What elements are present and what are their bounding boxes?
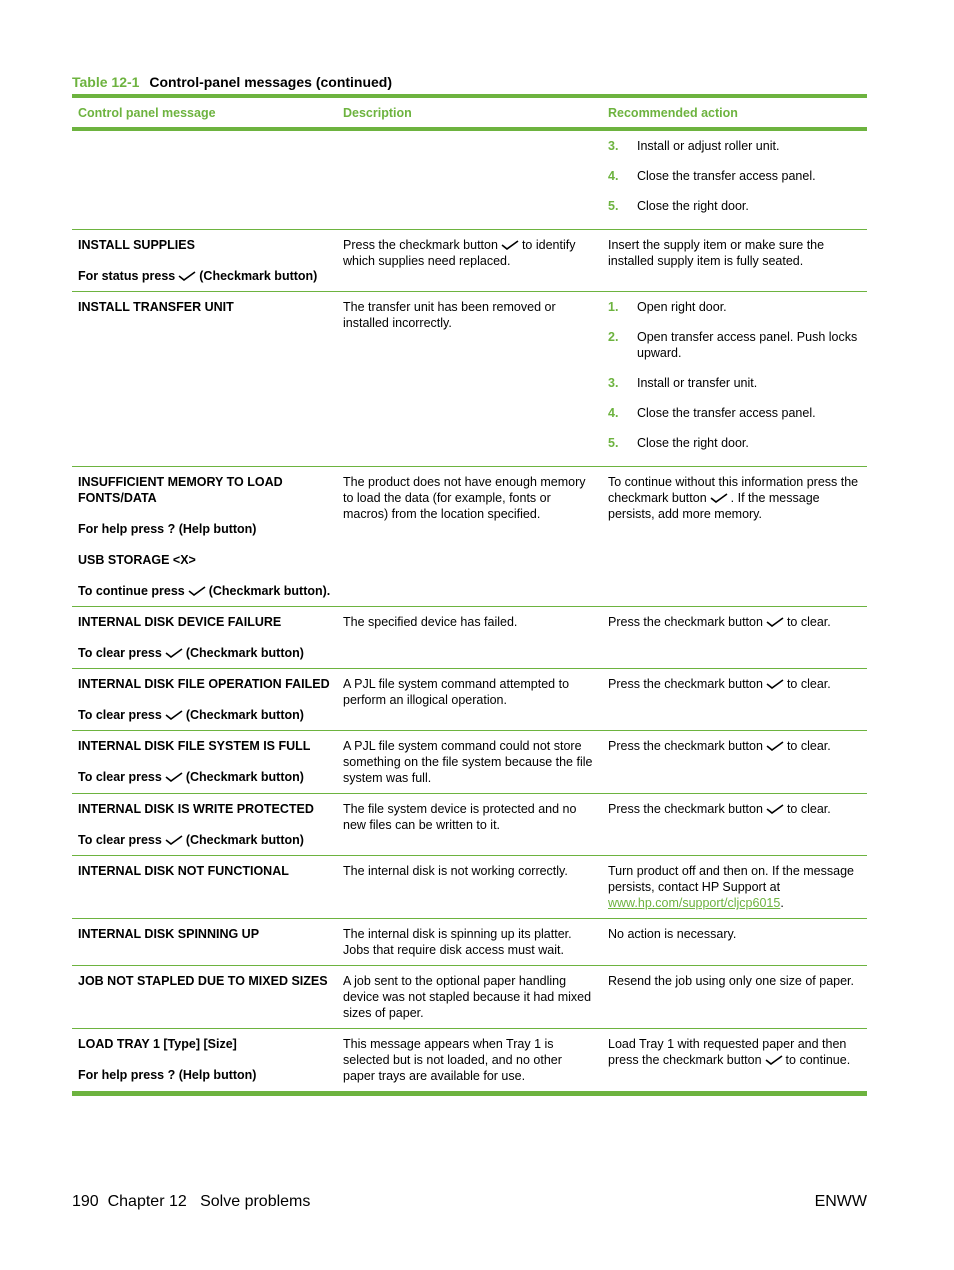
step-text: Open right door. xyxy=(637,300,727,314)
description-text: The transfer unit has been removed or installed incorrectly. xyxy=(343,300,556,330)
action-cell xyxy=(602,1029,867,1094)
action-step xyxy=(608,405,861,421)
table-title: Control-panel messages (continued) xyxy=(149,74,393,90)
step-text: Install or transfer unit. xyxy=(637,376,758,390)
description-cell xyxy=(337,966,602,1029)
action-text: To continue without this information press the checkmark button xyxy=(608,475,859,505)
message-line xyxy=(78,832,331,848)
action-steps-list xyxy=(608,299,861,451)
checkmark-icon xyxy=(165,648,183,658)
description-text: Press the checkmark button xyxy=(343,238,498,252)
message-cell xyxy=(72,794,337,856)
description-text: A PJL file system command attempted to perform an illogical operation. xyxy=(343,677,570,707)
message-line xyxy=(78,268,331,284)
action-text-block xyxy=(608,738,861,754)
action-text-block xyxy=(608,863,861,911)
message-line xyxy=(78,707,331,723)
checkmark-icon xyxy=(766,679,784,689)
action-text: Press the checkmark button xyxy=(608,739,763,753)
description-text-block xyxy=(343,801,596,833)
action-cell xyxy=(602,467,867,607)
description-text-block xyxy=(343,676,596,708)
message-text: INTERNAL DISK DEVICE FAILURE xyxy=(78,615,282,629)
message-line xyxy=(78,801,331,817)
action-step xyxy=(608,435,861,451)
description-cell xyxy=(337,856,602,919)
step-number: 5. xyxy=(608,199,619,213)
message-text-after: (Checkmark button) xyxy=(185,708,304,722)
action-text-after: to clear. xyxy=(786,739,831,753)
table-row xyxy=(72,669,867,731)
step-text: Close the transfer access panel. xyxy=(637,406,816,420)
checkmark-icon xyxy=(710,493,728,503)
message-text: INSUFFICIENT MEMORY TO LOAD FONTS/DATA xyxy=(78,475,283,505)
description-cell xyxy=(337,467,602,607)
action-text: Turn product off and then on. If the message persists, contact HP Support at xyxy=(608,864,854,894)
action-cell xyxy=(602,607,867,669)
checkmark-icon xyxy=(178,271,196,281)
message-cell xyxy=(72,966,337,1029)
table-row xyxy=(72,731,867,794)
message-text: To continue press xyxy=(78,584,185,598)
control-panel-messages-table xyxy=(72,94,867,1096)
step-text: Close the right door. xyxy=(637,436,749,450)
message-text: To clear press xyxy=(78,646,162,660)
message-text: LOAD TRAY 1 [Type] [Size] xyxy=(78,1037,237,1051)
action-cell xyxy=(602,966,867,1029)
table-row xyxy=(72,856,867,919)
description-text-block xyxy=(343,299,596,331)
step-number: 3. xyxy=(608,139,619,153)
hp-support-link[interactable]: www.hp.com/support/cljcp6015 xyxy=(608,896,781,910)
description-cell xyxy=(337,607,602,669)
description-text-block xyxy=(343,614,596,630)
footer-left xyxy=(72,1193,310,1211)
action-text-block xyxy=(608,926,861,942)
description-cell xyxy=(337,794,602,856)
message-line xyxy=(78,738,331,754)
message-text: INTERNAL DISK FILE OPERATION FAILED xyxy=(78,677,330,691)
page-number: 190 xyxy=(72,1193,99,1210)
chapter-label: Chapter 12 xyxy=(107,1193,187,1210)
message-text: USB STORAGE <X> xyxy=(78,553,196,567)
step-number: 4. xyxy=(608,169,619,183)
table-caption xyxy=(72,74,392,90)
table-row xyxy=(72,129,867,230)
step-text: Close the transfer access panel. xyxy=(637,169,816,183)
checkmark-icon xyxy=(766,741,784,751)
message-text: INTERNAL DISK FILE SYSTEM IS FULL xyxy=(78,739,311,753)
checkmark-icon xyxy=(188,586,206,596)
action-text-block xyxy=(608,1036,861,1068)
step-number: 2. xyxy=(608,330,619,344)
action-cell xyxy=(602,794,867,856)
message-line xyxy=(78,863,331,879)
message-text-after: (Checkmark button) xyxy=(185,646,304,660)
checkmark-icon xyxy=(766,804,784,814)
action-step xyxy=(608,198,861,214)
step-text: Open transfer access panel. Push locks upward. xyxy=(637,330,858,360)
message-cell xyxy=(72,669,337,731)
description-text-block xyxy=(343,1036,596,1084)
action-text: Insert the supply item or make sure the installed supply item is fully seated. xyxy=(608,238,825,268)
action-step xyxy=(608,168,861,184)
action-text: Press the checkmark button xyxy=(608,677,763,691)
description-cell xyxy=(337,129,602,230)
message-text: For help press ? (Help button) xyxy=(78,1068,257,1082)
section-label: Solve problems xyxy=(200,1193,311,1210)
checkmark-icon xyxy=(501,240,519,250)
description-text: A PJL file system command could not store something on the file system because the file system was full. xyxy=(343,739,593,785)
action-text: No action is necessary. xyxy=(608,927,737,941)
action-text-block xyxy=(608,973,861,989)
message-line xyxy=(78,676,331,692)
action-text-after: . xyxy=(780,896,784,910)
message-cell xyxy=(72,292,337,467)
table-row xyxy=(72,292,867,467)
action-steps-list xyxy=(608,138,861,214)
description-text: A job sent to the optional paper handling device was not stapled because it had mixed sizes of paper. xyxy=(343,974,592,1020)
message-text: For help press ? (Help button) xyxy=(78,522,257,536)
description-text: The file system device is protected and no new files can be written to it. xyxy=(343,802,577,832)
description-cell xyxy=(337,292,602,467)
table-row xyxy=(72,919,867,966)
message-line xyxy=(78,474,331,506)
action-text-block xyxy=(608,676,861,692)
message-cell xyxy=(72,230,337,292)
action-text-block xyxy=(608,474,861,522)
action-cell xyxy=(602,292,867,467)
message-text-after: (Checkmark button) xyxy=(185,833,304,847)
message-text-after: (Checkmark button). xyxy=(208,584,331,598)
checkmark-icon xyxy=(165,835,183,845)
message-line xyxy=(78,237,331,253)
action-step xyxy=(608,299,861,315)
message-line xyxy=(78,1067,331,1083)
action-text-after: to continue. xyxy=(785,1053,851,1067)
message-cell xyxy=(72,731,337,794)
action-text-after: . If the message persists, add more memory. xyxy=(608,491,820,521)
checkmark-icon xyxy=(766,617,784,627)
description-text-block xyxy=(343,926,596,958)
action-cell xyxy=(602,669,867,731)
header-control-panel-message: Control panel message xyxy=(78,106,216,120)
table-row xyxy=(72,794,867,856)
message-line xyxy=(78,521,331,537)
description-cell xyxy=(337,919,602,966)
action-text: Press the checkmark button xyxy=(608,802,763,816)
message-text: For status press xyxy=(78,269,176,283)
message-line xyxy=(78,583,331,599)
description-text-block xyxy=(343,474,596,522)
checkmark-icon xyxy=(165,710,183,720)
action-text-after: to clear. xyxy=(786,615,831,629)
table-row xyxy=(72,1029,867,1094)
message-line xyxy=(78,614,331,630)
action-text-block xyxy=(608,801,861,817)
table-row xyxy=(72,467,867,607)
description-text-block xyxy=(343,738,596,786)
description-cell xyxy=(337,731,602,794)
message-cell xyxy=(72,129,337,230)
step-number: 3. xyxy=(608,376,619,390)
description-text: The product does not have enough memory to load the data (for example, fonts or macros) from the location specified. xyxy=(343,475,586,521)
description-cell xyxy=(337,669,602,731)
message-text: INSTALL TRANSFER UNIT xyxy=(78,300,234,314)
description-cell xyxy=(337,1029,602,1094)
action-step xyxy=(608,138,861,154)
description-text: The internal disk is not working correctly. xyxy=(343,864,568,878)
action-text: Load Tray 1 with requested paper and then press the checkmark button xyxy=(608,1037,847,1067)
message-line xyxy=(78,299,331,315)
action-text-after: to clear. xyxy=(786,802,831,816)
message-cell xyxy=(72,856,337,919)
message-line xyxy=(78,645,331,661)
checkmark-icon xyxy=(765,1055,783,1065)
message-cell xyxy=(72,467,337,607)
message-text: To clear press xyxy=(78,770,162,784)
action-text: Press the checkmark button xyxy=(608,615,763,629)
table-number: Table 12-1 xyxy=(72,74,140,90)
checkmark-icon xyxy=(165,772,183,782)
message-cell xyxy=(72,607,337,669)
message-cell xyxy=(72,1029,337,1094)
message-text-after: (Checkmark button) xyxy=(199,269,318,283)
action-text-after: to clear. xyxy=(786,677,831,691)
step-number: 4. xyxy=(608,406,619,420)
description-text-block xyxy=(343,237,596,269)
table-row xyxy=(72,230,867,292)
message-line xyxy=(78,769,331,785)
message-text: JOB NOT STAPLED DUE TO MIXED SIZES xyxy=(78,974,328,988)
description-text: The specified device has failed. xyxy=(343,615,518,629)
action-cell xyxy=(602,230,867,292)
step-text: Install or adjust roller unit. xyxy=(637,139,780,153)
message-line xyxy=(78,552,331,568)
action-step xyxy=(608,329,861,361)
description-text-block xyxy=(343,863,596,879)
step-text: Close the right door. xyxy=(637,199,749,213)
table-row xyxy=(72,966,867,1029)
header-recommended-action: Recommended action xyxy=(608,106,738,120)
message-cell xyxy=(72,919,337,966)
step-number: 5. xyxy=(608,436,619,450)
message-line xyxy=(78,926,331,942)
message-text: INTERNAL DISK SPINNING UP xyxy=(78,927,260,941)
footer-right-label: ENWW xyxy=(814,1193,867,1210)
description-cell xyxy=(337,230,602,292)
action-cell xyxy=(602,731,867,794)
action-text-block xyxy=(608,237,861,269)
table-row xyxy=(72,607,867,669)
message-text: INTERNAL DISK IS WRITE PROTECTED xyxy=(78,802,314,816)
description-text-after: to identify which supplies need replaced. xyxy=(343,238,576,268)
message-text-after: (Checkmark button) xyxy=(185,770,304,784)
message-text: INTERNAL DISK NOT FUNCTIONAL xyxy=(78,864,289,878)
action-cell xyxy=(602,856,867,919)
message-line xyxy=(78,1036,331,1052)
description-text: This message appears when Tray 1 is selected but is not loaded, and no other paper trays are available for use. xyxy=(343,1037,562,1083)
action-cell xyxy=(602,129,867,230)
step-number: 1. xyxy=(608,300,619,314)
action-cell xyxy=(602,919,867,966)
message-text: INSTALL SUPPLIES xyxy=(78,238,195,252)
header-description: Description xyxy=(343,106,412,120)
table-header-row xyxy=(72,96,867,129)
action-text-block xyxy=(608,614,861,630)
message-line xyxy=(78,973,331,989)
message-text: To clear press xyxy=(78,833,162,847)
message-text: To clear press xyxy=(78,708,162,722)
action-step xyxy=(608,375,861,391)
description-text: The internal disk is spinning up its platter. Jobs that require disk access must wait. xyxy=(343,927,572,957)
action-text: Resend the job using only one size of paper. xyxy=(608,974,855,988)
description-text-block xyxy=(343,973,596,1021)
